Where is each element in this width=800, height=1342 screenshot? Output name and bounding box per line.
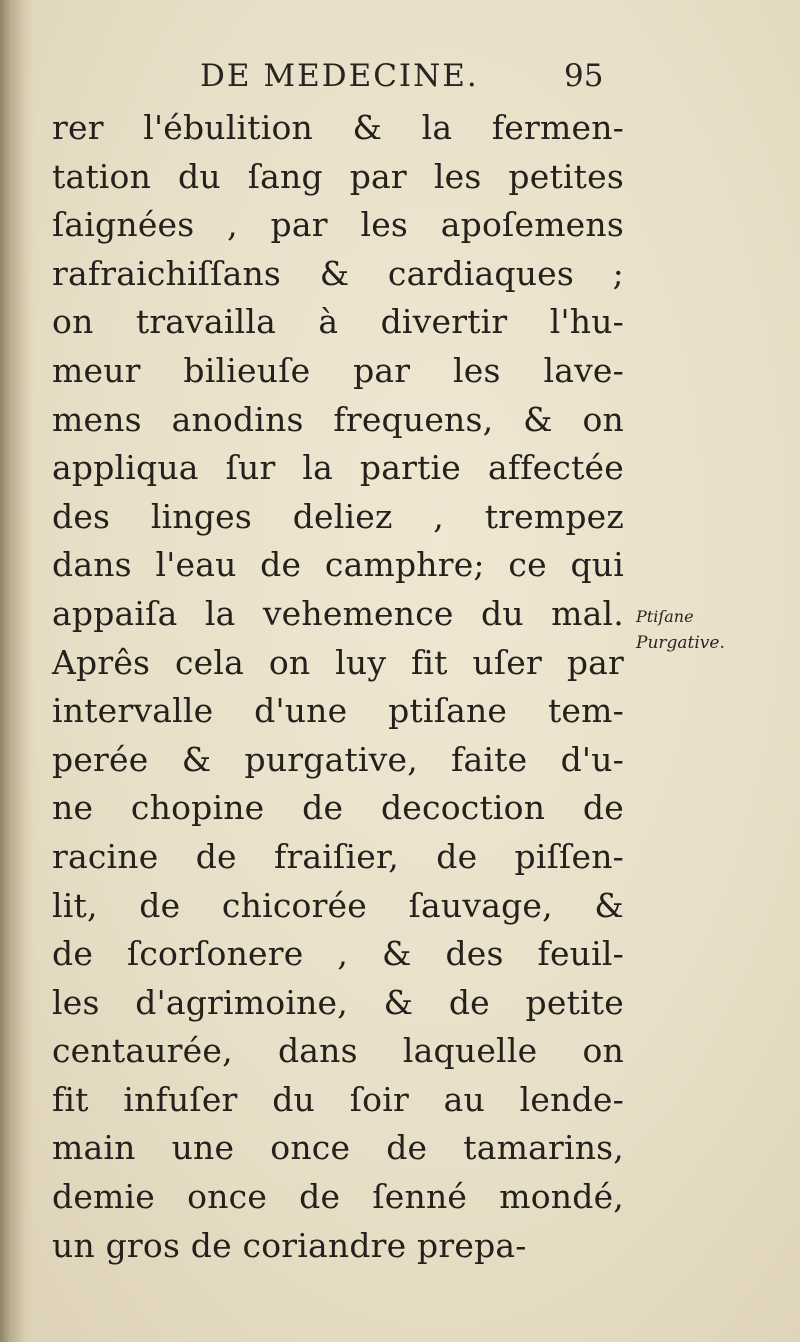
text-line: demie once de ſenné mondé, [52,1177,624,1217]
text-line: les d'agrimoine, & de petite [52,982,624,1022]
text-line: meur bilieuſe par les lave- [52,350,624,390]
text-line: appaiſa la vehemence du mal. [52,593,624,633]
text-line: fit infuſer du ſoir au lende- [52,1079,624,1119]
text-line: tation du ſang par les petites [52,156,624,196]
text-line: rer l'ébulition & la fermen- [52,108,624,147]
text-line: racine de fraiſier, de piſſen- [52,836,624,876]
text-line: lit, de chicorée ſauvage, & [52,885,624,925]
running-title: DE MEDECINE. [200,58,479,94]
margin-note [636,604,796,656]
text-line: main une once de tamarins, [52,1128,624,1168]
body-text [52,104,624,1270]
page-gutter-shadow [0,0,34,1342]
margin-note-line: Ptiſane [636,607,694,626]
text-line: Aprês cela on luy fit uſer par [52,642,624,682]
text-line: centaurée, dans laquelle on [52,1031,624,1071]
text-line: rafraichiſſans & cardiaques ; [52,253,624,293]
margin-note-line: Purgative. [636,633,725,653]
text-line: mens anodins frequens, & on [52,399,624,439]
text-line: dans l'eau de camphre; ce qui [52,545,624,585]
text-line: on travailla à divertir l'hu- [52,302,624,342]
text-line: de ſcorſonere , & des feuil- [52,934,624,974]
page-number: 95 [564,58,604,94]
text-line: un gros de coriandre prepa- [52,1225,527,1265]
text-line: ne chopine de decoction de [52,788,624,828]
text-line: appliqua ſur la partie affectée [52,448,624,488]
text-line: des linges deliez , trempez [52,496,624,536]
text-line: intervalle d'une ptiſane tem- [52,691,624,731]
page-header [200,58,620,102]
text-line: ſaignées , par les apoſemens [52,205,624,245]
text-line: perée & purgative, faite d'u- [52,739,624,779]
